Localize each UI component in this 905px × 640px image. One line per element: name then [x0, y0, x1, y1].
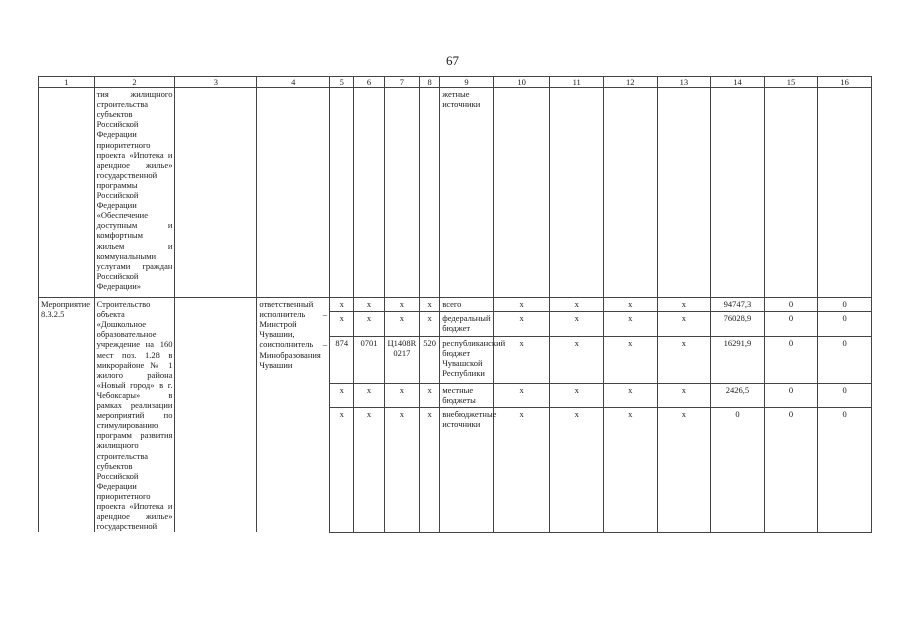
header-cell: 1 — [39, 77, 95, 88]
continuation-row — [39, 88, 872, 298]
cell-c10: x — [493, 312, 550, 337]
continuation-source: жетные источники — [440, 88, 494, 298]
cell-c12: x — [604, 312, 658, 337]
cell-c11: x — [550, 336, 604, 383]
cell-c8: x — [420, 408, 440, 432]
header-cell: 15 — [764, 77, 818, 88]
header-cell: 12 — [604, 77, 658, 88]
cell-c6: x — [354, 383, 384, 408]
cell-c11: x — [550, 408, 604, 432]
header-cell: 2 — [94, 77, 175, 88]
cell-c7: x — [384, 383, 419, 408]
cell-c5: x — [330, 383, 354, 408]
cell-c14: 2426,5 — [711, 383, 765, 408]
cell-c11: x — [550, 312, 604, 337]
header-cell: 10 — [493, 77, 550, 88]
cell-source: местные бюджеты — [440, 383, 494, 408]
cell-c15: 0 — [764, 336, 818, 383]
header-cell: 11 — [550, 77, 604, 88]
measure-executor: ответственный исполнитель – Минстрой Чувашии, соисполнитель – Минобразования Чувашии — [257, 298, 330, 533]
cell-source: федеральный бюджет — [440, 312, 494, 337]
cell-c6: x — [354, 312, 384, 337]
cell-source: республиканский бюджет Чувашской Республики — [440, 336, 494, 383]
page-number: 67 — [446, 53, 459, 68]
header-cell: 5 — [330, 77, 354, 88]
cell-c8: x — [420, 312, 440, 337]
cell-c5: x — [330, 298, 354, 312]
table-row — [39, 298, 872, 312]
cell-c15: 0 — [764, 298, 818, 312]
header-cell: 7 — [384, 77, 419, 88]
cell-c6: 0701 — [354, 336, 384, 383]
cell-c16: 0 — [818, 298, 872, 312]
measure-description: Строительство объекта «Дошкольное образовательное учреждение на 160 мест поз. 1.28 в микрорайоне № 1 жилого района «Новый город» в г. Чебоксары» в рамках реализации мероприятий по стимулированию программ развития жилищного строительства субъектов Российской Федерации приоритетного проекта «Ипотека и арендное жилье» государственной — [94, 298, 175, 533]
cell-c15: 0 — [764, 408, 818, 432]
cell-c13: x — [657, 336, 711, 383]
cell-c10: x — [493, 336, 550, 383]
cell-c13: x — [657, 298, 711, 312]
cell-c16: 0 — [818, 383, 872, 408]
cell-c14: 76028,9 — [711, 312, 765, 337]
cell-c11: x — [550, 383, 604, 408]
cell-c5: x — [330, 408, 354, 432]
cell-c12: x — [604, 298, 658, 312]
header-cell: 13 — [657, 77, 711, 88]
cell-c13: x — [657, 408, 711, 432]
cell-c15: 0 — [764, 383, 818, 408]
cell-c7: x — [384, 312, 419, 337]
header-cell: 4 — [257, 77, 330, 88]
cell-c16: 0 — [818, 312, 872, 337]
measure-col3 — [175, 298, 257, 533]
cell-c7: x — [384, 298, 419, 312]
cell-c16: 0 — [818, 336, 872, 383]
cell-c7: Ц1408R0217 — [384, 336, 419, 383]
cell-c14: 94747,3 — [711, 298, 765, 312]
cell-c14: 0 — [711, 408, 765, 432]
continuation-description: тия жилищного строительства субъектов Российской Федерации приоритетного проекта «Ипотека и арендное жилье» государственной программы Российской Федерации «Обеспечение доступным и комфортным жильем и коммунальными услугами граждан Российской Федерации» — [94, 88, 175, 298]
cell-c6: x — [354, 408, 384, 432]
header-cell: 8 — [420, 77, 440, 88]
cell-c5: 874 — [330, 336, 354, 383]
header-cell: 9 — [440, 77, 494, 88]
header-row — [39, 77, 872, 88]
cell-source: всего — [440, 298, 494, 312]
cell-c10: x — [493, 298, 550, 312]
cell-c15: 0 — [764, 312, 818, 337]
header-cell: 6 — [354, 77, 384, 88]
cell-c11: x — [550, 298, 604, 312]
cell-c12: x — [604, 336, 658, 383]
program-table — [38, 76, 872, 533]
cell-c6: x — [354, 298, 384, 312]
cell-c8: 520 — [420, 336, 440, 383]
cell-c13: x — [657, 312, 711, 337]
cell-c7: x — [384, 408, 419, 432]
cell-c5: x — [330, 312, 354, 337]
cell-c12: x — [604, 383, 658, 408]
cell-c8: x — [420, 298, 440, 312]
measure-number: Мероприятие 8.3.2.5 — [39, 298, 95, 533]
cell-c10: x — [493, 383, 550, 408]
header-cell: 16 — [818, 77, 872, 88]
cell-source: внебюджетные источники — [440, 408, 494, 432]
cell-c13: x — [657, 383, 711, 408]
cell-c12: x — [604, 408, 658, 432]
cell-c10: x — [493, 408, 550, 432]
cell-c8: x — [420, 383, 440, 408]
cell-c16: 0 — [818, 408, 872, 432]
header-cell: 3 — [175, 77, 257, 88]
cell-c14: 16291,9 — [711, 336, 765, 383]
header-cell: 14 — [711, 77, 765, 88]
